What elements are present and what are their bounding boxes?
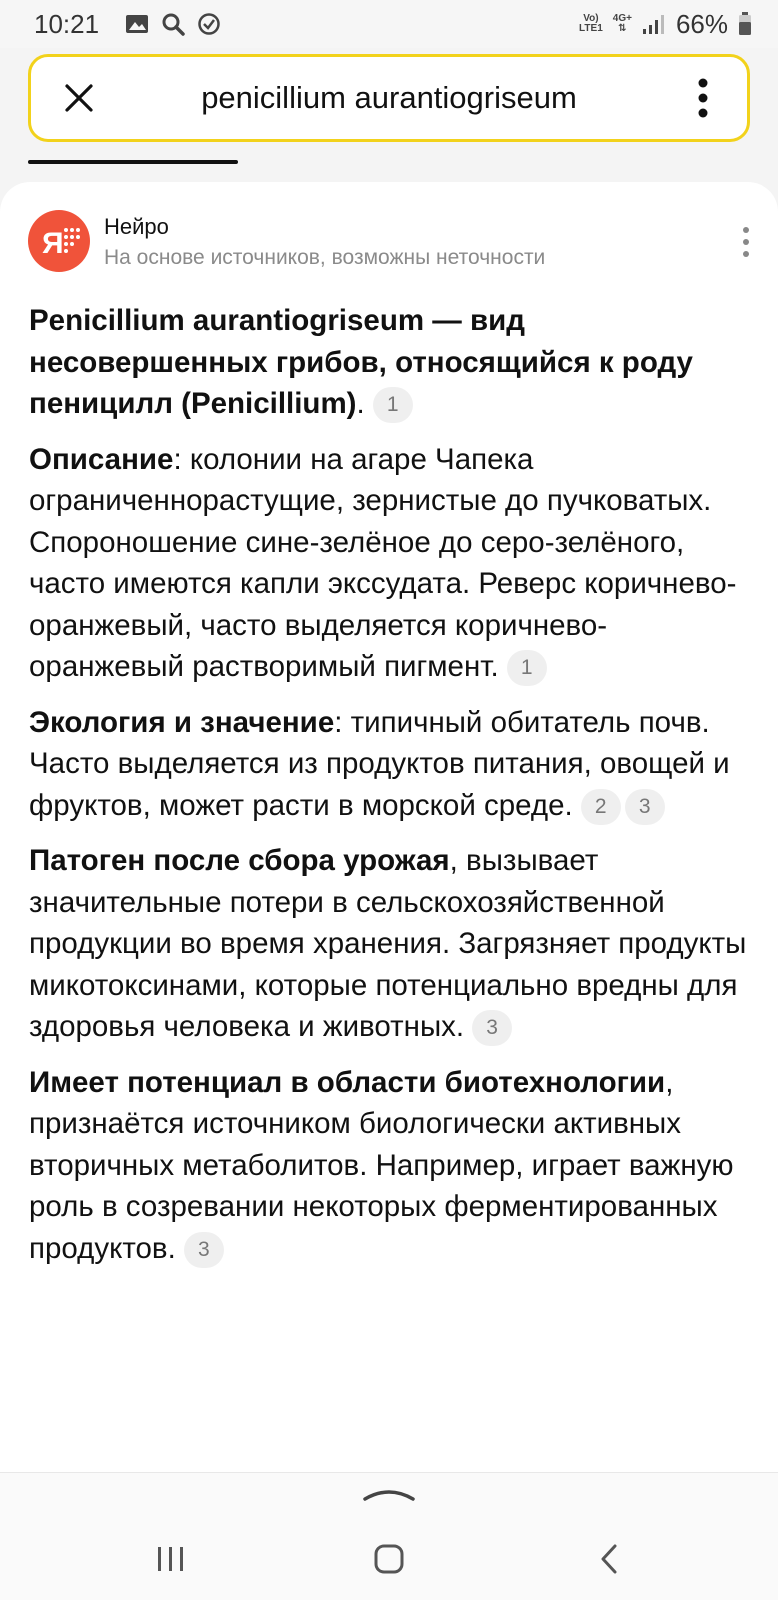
active-tab-indicator <box>28 160 238 164</box>
answer-paragraph <box>29 702 753 827</box>
search-icon <box>161 12 185 36</box>
search-query[interactable]: penicillium aurantiogriseum <box>201 80 577 115</box>
chevron-up-icon <box>361 1483 417 1503</box>
paragraph-text: , вызывает значительные потери в сельскохозяйственной продукции во время хранения. Загрязняет продукты микотоксинами, которые потенциально вредны для здоровья человека и животных. <box>29 844 747 1043</box>
clock: 10:21 <box>34 8 100 39</box>
close-icon <box>64 83 94 113</box>
paragraph-text: . <box>356 387 365 420</box>
bottom-bar <box>0 1472 778 1600</box>
paragraph-heading: Описание <box>29 442 174 476</box>
back-icon <box>599 1543 619 1575</box>
paragraph-text: : типичный обитатель почв. Часто выделяется из продуктов питания, овощей и фруктов, может расти в морской среде. <box>29 705 730 822</box>
paragraph-heading: Penicillium aurantiogriseum — вид несовершенных грибов, относящийся к роду пеницилл (Penicillium) <box>29 304 693 420</box>
svg-text:Я: Я <box>42 227 64 260</box>
disclaimer: На основе источников, возможны неточности <box>104 246 546 269</box>
signal-icon <box>642 13 666 35</box>
answer-paragraph <box>29 840 753 1048</box>
more-vertical-icon <box>698 78 708 118</box>
recent-apps-button[interactable] <box>150 1539 192 1579</box>
volte-indicator: Vo) LTE1 <box>579 13 603 34</box>
image-icon <box>125 13 149 35</box>
search-menu-button[interactable] <box>659 57 747 139</box>
home-icon <box>373 1543 405 1575</box>
answer-paragraph <box>29 1062 753 1270</box>
neuro-logo-icon <box>28 210 90 272</box>
search-bar[interactable] <box>28 54 750 142</box>
back-button[interactable] <box>594 1539 624 1579</box>
paragraph-heading: Экология и значение <box>29 705 335 739</box>
answer-card <box>0 182 778 1472</box>
answer-paragraph <box>29 300 753 425</box>
citation-badge[interactable]: 3 <box>184 1232 224 1268</box>
check-circle-icon <box>197 12 221 36</box>
paragraph-heading: Имеет потенциал в области биотехнологии <box>29 1065 666 1099</box>
network-type-indicator: 4G+ ⇅ <box>612 13 632 34</box>
close-button[interactable] <box>31 57 127 139</box>
expand-handle[interactable] <box>361 1483 417 1503</box>
more-vertical-icon <box>734 224 758 260</box>
paragraph-heading: Патоген после сбора урожая <box>29 844 450 877</box>
paragraph-text: : колонии на агаре Чапека ограниченнорастущие, зернистые до пучковатых. Спороношение сине-зелёное до серо-зелёного, часто имеются капли экссудата. Реверс коричнево-оранжевый, часто выделяется коричнево-оранжевый растворимый пигмент. <box>29 442 737 683</box>
answer-header <box>28 210 758 274</box>
paragraph-text: , признаётся источником биологически активных вторичных метаболитов. Например, играет важную роль в созревании некоторых ферментированных продуктов. <box>29 1065 734 1265</box>
citation-badge[interactable]: 3 <box>625 789 665 825</box>
battery-percent: 66% <box>675 8 728 39</box>
citation-badge[interactable]: 1 <box>507 650 547 686</box>
citation-badge[interactable]: 2 <box>581 789 621 825</box>
citation-badge[interactable]: 3 <box>472 1010 512 1046</box>
recent-apps-icon <box>156 1545 186 1573</box>
source-name: Нейро <box>104 214 169 239</box>
home-button[interactable] <box>368 1539 410 1579</box>
neuro-logo <box>28 210 90 272</box>
status-bar <box>0 0 778 48</box>
citation-badge[interactable]: 1 <box>373 387 413 423</box>
battery-icon <box>738 12 752 36</box>
answer-menu-button[interactable] <box>734 224 758 260</box>
answer-paragraph <box>29 439 753 688</box>
answer-content <box>29 300 753 1283</box>
